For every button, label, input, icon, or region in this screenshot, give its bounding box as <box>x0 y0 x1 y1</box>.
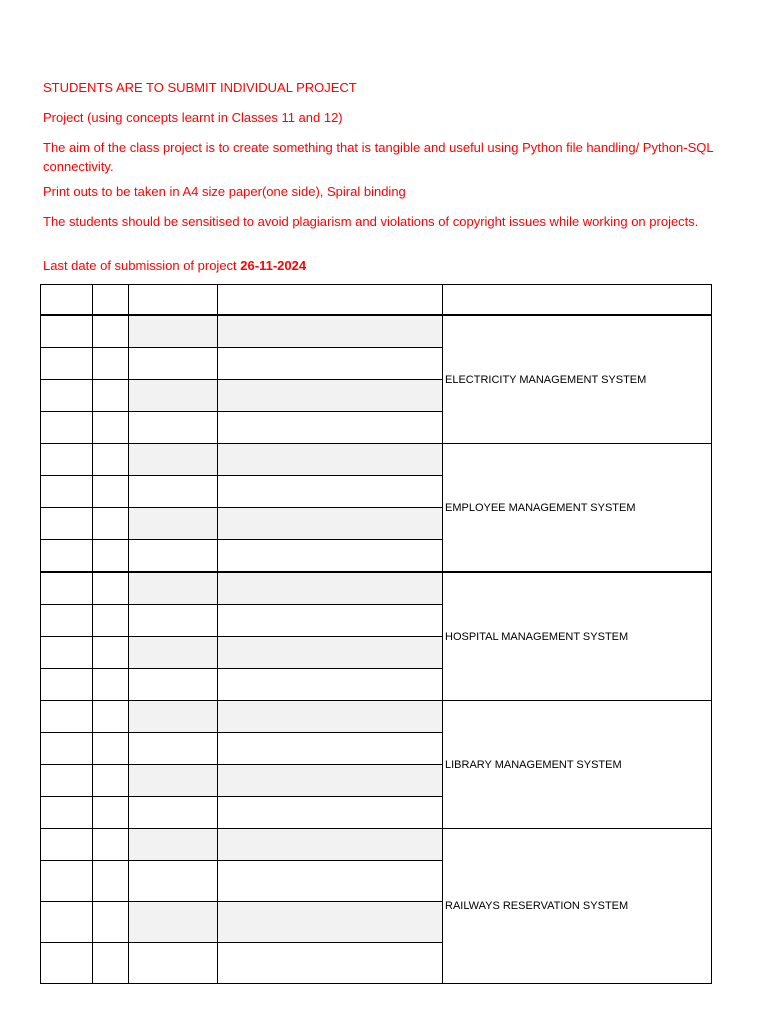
table-row <box>41 701 712 733</box>
table-cell <box>218 412 443 444</box>
table-cell <box>218 829 443 861</box>
table-cell <box>93 605 129 637</box>
table-cell <box>129 861 218 902</box>
table-cell <box>129 733 218 765</box>
table-row <box>41 829 712 861</box>
plagiarism-note: The students should be sensitised to avoid plagiarism and violations of copyright issues while working on projects. <box>43 214 699 229</box>
table-cell <box>93 829 129 861</box>
heading-individual-project: STUDENTS ARE TO SUBMIT INDIVIDUAL PROJECT <box>43 80 357 95</box>
table-cell <box>93 943 129 984</box>
table-cell <box>41 315 93 348</box>
table-cell <box>129 943 218 984</box>
table-cell <box>93 701 129 733</box>
table-cell <box>218 476 443 508</box>
table-row <box>41 572 712 605</box>
table-cell <box>41 902 93 943</box>
table-cell <box>41 765 93 797</box>
table-cell <box>218 701 443 733</box>
table-cell <box>93 797 129 829</box>
table-cell <box>41 412 93 444</box>
table-cell <box>218 572 443 605</box>
table-cell <box>218 765 443 797</box>
table-cell <box>41 348 93 380</box>
table-cell <box>93 733 129 765</box>
table-cell <box>129 701 218 733</box>
table-cell <box>129 540 218 573</box>
table-cell <box>93 285 129 316</box>
table-cell <box>93 765 129 797</box>
table-cell <box>218 861 443 902</box>
project-topic-cell: ELECTRICITY MANAGEMENT SYSTEM <box>443 315 712 444</box>
table-cell <box>41 572 93 605</box>
table-cell <box>41 829 93 861</box>
table-cell <box>129 902 218 943</box>
project-topic-cell: EMPLOYEE MANAGEMENT SYSTEM <box>443 444 712 573</box>
table-cell <box>41 733 93 765</box>
table-row <box>41 444 712 476</box>
project-topic-cell: LIBRARY MANAGEMENT SYSTEM <box>443 701 712 829</box>
deadline-note <box>43 256 723 275</box>
table-cell <box>93 540 129 573</box>
table-cell <box>218 444 443 476</box>
table-cell <box>93 315 129 348</box>
table-cell <box>129 444 218 476</box>
table-cell <box>129 797 218 829</box>
table-cell <box>218 508 443 540</box>
table-cell <box>129 412 218 444</box>
table-cell <box>129 572 218 605</box>
table-cell <box>129 348 218 380</box>
table-cell <box>129 637 218 669</box>
table-cell <box>41 508 93 540</box>
table-header-row <box>41 285 712 316</box>
table-cell <box>93 348 129 380</box>
deadline-label: Last date of submission of project <box>43 258 241 273</box>
table-cell <box>41 540 93 573</box>
table-cell <box>41 380 93 412</box>
table-cell <box>218 637 443 669</box>
table-cell <box>41 444 93 476</box>
table-cell <box>218 902 443 943</box>
table-cell <box>93 572 129 605</box>
table-cell <box>129 476 218 508</box>
table-cell <box>218 943 443 984</box>
table-cell <box>129 508 218 540</box>
project-aim-note: The aim of the class project is to create something that is tangible and useful using Python file handling/ Python-SQL connectivity. <box>43 140 714 174</box>
table-cell <box>129 605 218 637</box>
table-cell <box>129 380 218 412</box>
table-cell <box>93 669 129 701</box>
table-cell <box>218 348 443 380</box>
table-cell <box>41 797 93 829</box>
table-cell <box>93 444 129 476</box>
table-cell <box>93 861 129 902</box>
table-cell <box>41 637 93 669</box>
table-cell <box>129 315 218 348</box>
table-cell <box>218 605 443 637</box>
table-cell <box>218 733 443 765</box>
project-topic-cell: RAILWAYS RESERVATION SYSTEM <box>443 829 712 984</box>
table-cell <box>93 380 129 412</box>
table-cell <box>41 476 93 508</box>
table-cell <box>93 637 129 669</box>
printout-note: Print outs to be taken in A4 size paper(one side), Spiral binding <box>43 184 406 199</box>
table-cell <box>41 669 93 701</box>
table-cell <box>41 861 93 902</box>
table-cell <box>218 380 443 412</box>
project-allocation-table <box>40 284 712 984</box>
project-concepts-note: Project (using concepts learnt in Classes 11 and 12) <box>43 110 343 125</box>
table-cell <box>443 285 712 316</box>
table-cell <box>41 285 93 316</box>
table-cell <box>218 285 443 316</box>
table-cell <box>129 765 218 797</box>
table-cell <box>218 315 443 348</box>
deadline-date: 26-11-2024 <box>240 258 307 273</box>
table-cell <box>41 943 93 984</box>
table-row <box>41 315 712 348</box>
table-cell <box>218 797 443 829</box>
table-cell <box>129 669 218 701</box>
table-cell <box>218 540 443 573</box>
project-topic-cell: HOSPITAL MANAGEMENT SYSTEM <box>443 572 712 701</box>
table-cell <box>41 605 93 637</box>
table-cell <box>218 669 443 701</box>
table-cell <box>93 412 129 444</box>
table-cell <box>41 701 93 733</box>
table-cell <box>93 508 129 540</box>
table-cell <box>129 285 218 316</box>
table-cell <box>93 902 129 943</box>
table-cell <box>129 829 218 861</box>
table-cell <box>93 476 129 508</box>
